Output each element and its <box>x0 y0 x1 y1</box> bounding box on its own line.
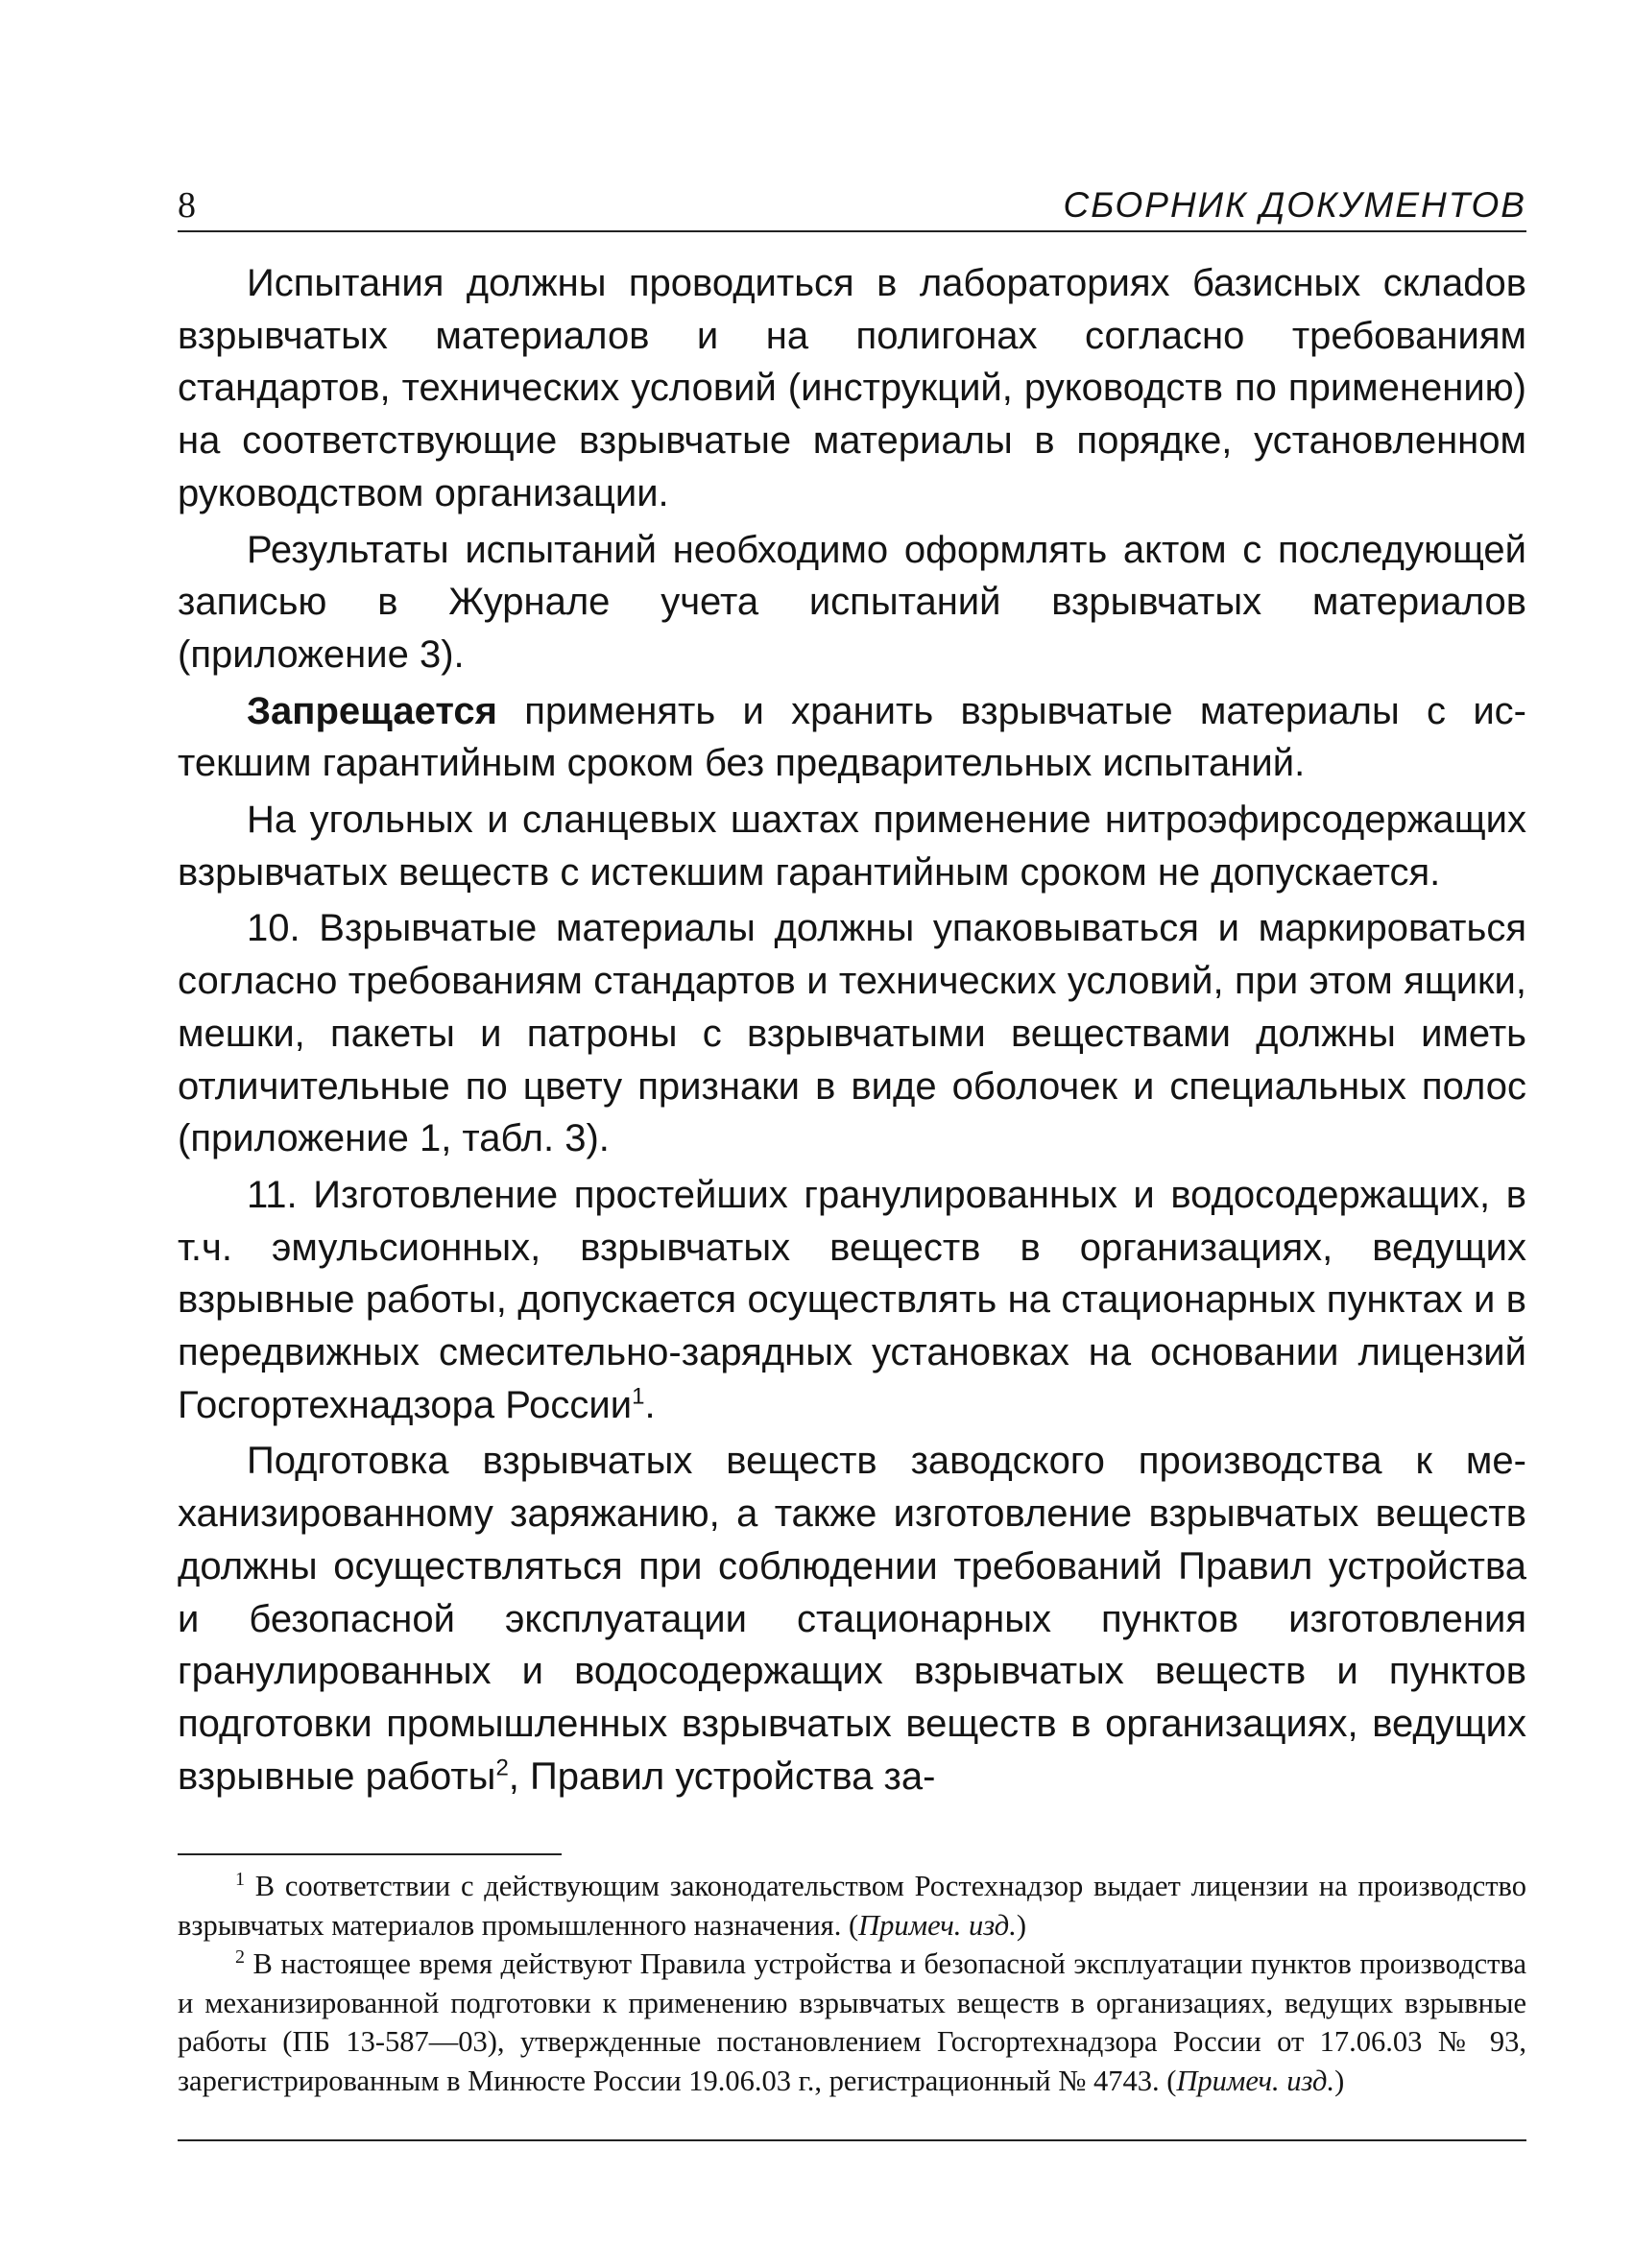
footnote-1 <box>178 1867 1526 1945</box>
paragraph-testing-text: Испытания должны проводиться в лабораториях базисных склаdов взрывчатых материалов и на полигонах согласно требованиям стандартов, технических условий (инструкций, руководств по применению) на соответствующие взрывчатые материалы в порядке, установленном руководством организации. <box>178 262 1526 514</box>
paragraph-mines-text: На угольных и сланцевых шахтах применение нитроэфирсодержащих взрывчатых веществ с истекшим гарантийным сроком не допускается. <box>178 799 1526 894</box>
running-title: СБОРНИК ДОКУМЕНТОВ <box>1063 185 1526 225</box>
paragraph-item-10 <box>178 902 1526 1165</box>
header-rule <box>178 230 1526 232</box>
footnotes <box>178 1867 1526 2100</box>
page-number: 8 <box>178 185 196 226</box>
paragraph-item-11 <box>178 1169 1526 1432</box>
paragraph-preparation-text: Подготовка взрывчатых веществ заводского производства к механизированному заряжанию, а также изготовление взрывчатых веществ должны осуществляться при соблюдении требований Правил устройства и безопасной эксплуатации стационарных пунктов изготовления гранулированных и водосодержащих взрывчатых веществ и пунктов подготовки промышленных взрывчатых веществ в организациях, ведущих взрывные работы <box>178 1440 1526 1798</box>
paragraph-item-11-text: 11. Изготовление простейших гранулированных и водосодержащих, в т.ч. эмульсионных, взрывчатых веществ в организациях, ведущих взрывные работы, допускается осуществлять на стационарных пунктах и в передвижных смесительно-зарядных установках на основании лицензий Госгортехнадзора России <box>178 1173 1526 1426</box>
paragraph-results <box>178 524 1526 681</box>
footnote-ref-2: 2 <box>495 1755 509 1781</box>
footnote-separator <box>178 1853 562 1855</box>
paragraph-results-text: Результаты испытаний необходимо оформлять актом с последующей записью в Журнале учета испытаний взрывчатых материалов (приложение 3). <box>178 528 1526 676</box>
page-header <box>178 180 1526 238</box>
footnote-2-mark: 2 <box>235 1946 245 1968</box>
bottom-rule <box>178 2139 1526 2141</box>
paragraph-preparation <box>178 1435 1526 1802</box>
paragraph-prohibition <box>178 685 1526 790</box>
paragraph-preparation-end: , Правил устройства за- <box>508 1755 936 1798</box>
footnote-ref-1: 1 <box>632 1383 645 1410</box>
paragraph-mines <box>178 794 1526 898</box>
footnote-1-mark: 1 <box>235 1868 245 1890</box>
footnote-2 <box>178 1945 1526 2100</box>
paragraph-item-10-text: 10. Взрывчатые материалы должны упаковываться и маркироваться согласно требованиям стандартов и технических условий, при этом ящики, мешки, пакеты и патроны с взрывчатыми веществами должны иметь отличительные по цвету признаки в виде оболочек и специальных полос (приложение 1, табл. 3). <box>178 907 1526 1160</box>
paragraph-prohibition-text: применять и хранить взрывчатые материалы с истекшим гарантийным сроком без предварительных испытаний. <box>178 689 1526 785</box>
paragraph-item-11-end: . <box>644 1383 656 1426</box>
paragraph-testing <box>178 257 1526 520</box>
footnote-1-text: В соответствии с действующим законодательством Ростехнадзор выдает лицензии на производство взрывчатых материалов промышленного назначения. ( <box>178 1870 1526 1942</box>
prohibition-keyword: Запрещается <box>247 689 497 732</box>
footnote-1-note: Примеч. изд. <box>858 1908 1017 1942</box>
footnote-2-end: ) <box>1334 2064 1345 2097</box>
footnote-2-note: Примеч. изд. <box>1176 2064 1335 2097</box>
footnote-1-end: ) <box>1016 1908 1027 1942</box>
footnote-2-text: В настоящее время действуют Правила устройства и безопасной эксплуатации пунктов производства и механизированной подготовки к применению взрывчатых веществ в организациях, ведущих взрывные работы (ПБ 13-587—03), утвержденные постановлением Госгортехнадзора России от 17.06.03 № 93, зарегистрированным в Минюсте России 19.06.03 г., регистрационный № 4743. ( <box>178 1947 1526 2097</box>
body-text <box>178 257 1526 1802</box>
